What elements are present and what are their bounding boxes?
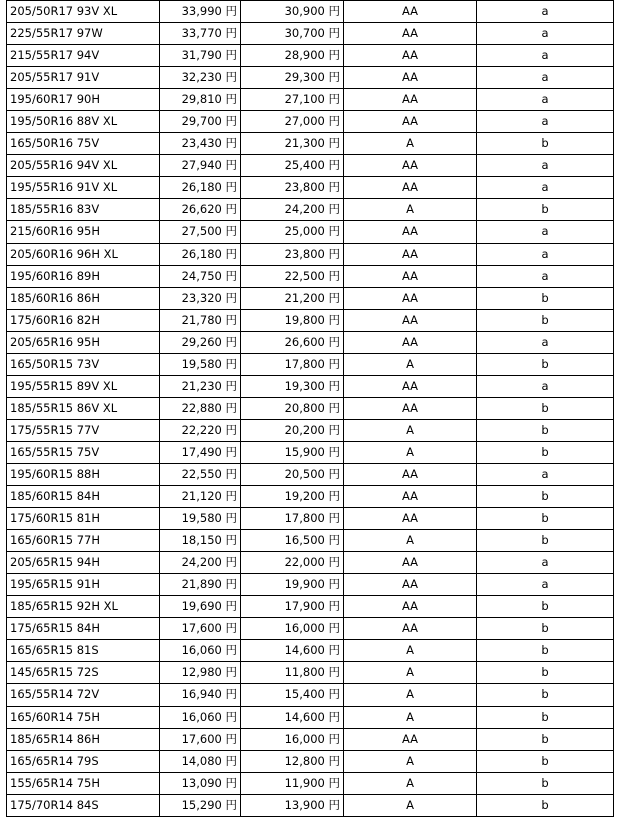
grade-cell: A (344, 133, 477, 155)
grade-cell: a (477, 155, 614, 177)
tire-size-cell: 195/60R17 90H (7, 89, 160, 111)
table-row (7, 530, 614, 552)
grade-cell: AA (344, 243, 477, 265)
tire-size-cell: 165/65R14 79S (7, 750, 160, 772)
price-cell: 21,230 円 (160, 375, 241, 397)
price-cell: 27,940 円 (160, 155, 241, 177)
price-cell: 11,800 円 (241, 662, 344, 684)
price-cell: 14,080 円 (160, 750, 241, 772)
price-cell: 17,600 円 (160, 728, 241, 750)
grade-cell: b (477, 618, 614, 640)
price-cell: 27,500 円 (160, 221, 241, 243)
price-cell: 31,790 円 (160, 45, 241, 67)
grade-cell: AA (344, 375, 477, 397)
grade-cell: b (477, 596, 614, 618)
price-cell: 11,900 円 (241, 772, 344, 794)
grade-cell: a (477, 463, 614, 485)
price-cell: 17,490 円 (160, 441, 241, 463)
grade-cell: AA (344, 111, 477, 133)
price-cell: 16,000 円 (241, 728, 344, 750)
tire-size-cell: 205/65R15 94H (7, 552, 160, 574)
grade-cell: b (477, 640, 614, 662)
table-row (7, 221, 614, 243)
grade-cell: a (477, 89, 614, 111)
grade-cell: b (477, 530, 614, 552)
table-row (7, 265, 614, 287)
price-cell: 21,200 円 (241, 287, 344, 309)
table-row (7, 111, 614, 133)
price-cell: 21,890 円 (160, 574, 241, 596)
price-cell: 21,300 円 (241, 133, 344, 155)
price-cell: 20,800 円 (241, 397, 344, 419)
price-cell: 22,220 円 (160, 419, 241, 441)
grade-cell: AA (344, 728, 477, 750)
price-cell: 15,290 円 (160, 794, 241, 816)
grade-cell: b (477, 441, 614, 463)
grade-cell: a (477, 552, 614, 574)
grade-cell: A (344, 441, 477, 463)
table-row (7, 287, 614, 309)
tire-size-cell: 195/55R16 91V XL (7, 177, 160, 199)
table-row (7, 441, 614, 463)
price-cell: 12,800 円 (241, 750, 344, 772)
tire-size-cell: 185/55R15 86V XL (7, 397, 160, 419)
price-cell: 19,580 円 (160, 353, 241, 375)
tire-size-cell: 205/60R16 96H XL (7, 243, 160, 265)
price-cell: 17,800 円 (241, 508, 344, 530)
table-row (7, 662, 614, 684)
tire-size-cell: 175/60R16 82H (7, 309, 160, 331)
grade-cell: b (477, 508, 614, 530)
table-row (7, 552, 614, 574)
tire-size-cell: 205/55R17 91V (7, 67, 160, 89)
grade-cell: AA (344, 89, 477, 111)
tire-size-cell: 215/60R16 95H (7, 221, 160, 243)
tire-size-cell: 155/65R14 75H (7, 772, 160, 794)
grade-cell: AA (344, 287, 477, 309)
grade-cell: AA (344, 596, 477, 618)
grade-cell: b (477, 794, 614, 816)
price-cell: 29,810 円 (160, 89, 241, 111)
grade-cell: AA (344, 508, 477, 530)
table-row (7, 684, 614, 706)
price-cell: 25,400 円 (241, 155, 344, 177)
grade-cell: a (477, 23, 614, 45)
tire-size-cell: 165/50R16 75V (7, 133, 160, 155)
price-cell: 27,100 円 (241, 89, 344, 111)
table-row (7, 640, 614, 662)
price-cell: 16,000 円 (241, 618, 344, 640)
tire-size-cell: 185/55R16 83V (7, 199, 160, 221)
price-cell: 19,300 円 (241, 375, 344, 397)
grade-cell: b (477, 353, 614, 375)
table-row (7, 1, 614, 23)
table-row (7, 706, 614, 728)
tire-size-cell: 205/50R17 93V XL (7, 1, 160, 23)
table-row (7, 155, 614, 177)
price-cell: 19,200 円 (241, 486, 344, 508)
price-cell: 22,000 円 (241, 552, 344, 574)
table-row (7, 463, 614, 485)
grade-cell: a (477, 331, 614, 353)
grade-cell: AA (344, 45, 477, 67)
tire-size-cell: 165/55R14 72V (7, 684, 160, 706)
grade-cell: b (477, 309, 614, 331)
price-cell: 26,600 円 (241, 331, 344, 353)
grade-cell: a (477, 265, 614, 287)
price-cell: 19,580 円 (160, 508, 241, 530)
table-row (7, 199, 614, 221)
table-row (7, 486, 614, 508)
price-cell: 33,770 円 (160, 23, 241, 45)
tire-size-cell: 165/60R14 75H (7, 706, 160, 728)
tire-size-cell: 205/65R16 95H (7, 331, 160, 353)
grade-cell: a (477, 1, 614, 23)
grade-cell: b (477, 684, 614, 706)
grade-cell: a (477, 221, 614, 243)
grade-cell: A (344, 419, 477, 441)
tire-size-cell: 175/55R15 77V (7, 419, 160, 441)
table-row (7, 309, 614, 331)
grade-cell: A (344, 750, 477, 772)
grade-cell: AA (344, 67, 477, 89)
price-cell: 25,000 円 (241, 221, 344, 243)
tire-size-cell: 195/50R16 88V XL (7, 111, 160, 133)
tire-size-cell: 185/60R15 84H (7, 486, 160, 508)
table-row (7, 728, 614, 750)
table-row (7, 45, 614, 67)
grade-cell: a (477, 375, 614, 397)
table-row (7, 618, 614, 640)
tire-size-cell: 185/65R14 86H (7, 728, 160, 750)
grade-cell: A (344, 199, 477, 221)
price-cell: 30,700 円 (241, 23, 344, 45)
price-cell: 22,880 円 (160, 397, 241, 419)
price-cell: 21,780 円 (160, 309, 241, 331)
grade-cell: A (344, 794, 477, 816)
price-cell: 33,990 円 (160, 1, 241, 23)
grade-cell: b (477, 750, 614, 772)
table-row (7, 177, 614, 199)
price-cell: 26,180 円 (160, 243, 241, 265)
price-cell: 22,500 円 (241, 265, 344, 287)
price-cell: 20,200 円 (241, 419, 344, 441)
price-cell: 24,750 円 (160, 265, 241, 287)
tire-size-cell: 195/60R16 89H (7, 265, 160, 287)
grade-cell: b (477, 728, 614, 750)
price-cell: 23,430 円 (160, 133, 241, 155)
grade-cell: b (477, 772, 614, 794)
grade-cell: AA (344, 574, 477, 596)
tire-price-table (6, 0, 614, 817)
price-cell: 16,060 円 (160, 640, 241, 662)
price-cell: 28,900 円 (241, 45, 344, 67)
grade-cell: b (477, 662, 614, 684)
price-cell: 26,620 円 (160, 199, 241, 221)
price-cell: 17,600 円 (160, 618, 241, 640)
price-cell: 23,800 円 (241, 243, 344, 265)
price-cell: 16,060 円 (160, 706, 241, 728)
table-row (7, 794, 614, 816)
grade-cell: AA (344, 309, 477, 331)
price-cell: 15,400 円 (241, 684, 344, 706)
price-cell: 16,500 円 (241, 530, 344, 552)
grade-cell: AA (344, 221, 477, 243)
grade-cell: A (344, 530, 477, 552)
price-cell: 22,550 円 (160, 463, 241, 485)
grade-cell: b (477, 419, 614, 441)
price-cell: 14,600 円 (241, 706, 344, 728)
table-row (7, 23, 614, 45)
table-row (7, 89, 614, 111)
price-cell: 17,900 円 (241, 596, 344, 618)
price-cell: 29,700 円 (160, 111, 241, 133)
grade-cell: A (344, 772, 477, 794)
grade-cell: AA (344, 23, 477, 45)
grade-cell: a (477, 243, 614, 265)
grade-cell: b (477, 133, 614, 155)
grade-cell: a (477, 177, 614, 199)
table-row (7, 375, 614, 397)
table-row (7, 133, 614, 155)
grade-cell: A (344, 353, 477, 375)
price-cell: 30,900 円 (241, 1, 344, 23)
table-row (7, 353, 614, 375)
grade-cell: AA (344, 1, 477, 23)
tire-size-cell: 195/55R15 89V XL (7, 375, 160, 397)
grade-cell: a (477, 111, 614, 133)
grade-cell: AA (344, 397, 477, 419)
price-cell: 15,900 円 (241, 441, 344, 463)
grade-cell: AA (344, 552, 477, 574)
tire-size-cell: 175/65R15 84H (7, 618, 160, 640)
price-cell: 23,800 円 (241, 177, 344, 199)
grade-cell: b (477, 199, 614, 221)
price-cell: 19,690 円 (160, 596, 241, 618)
table-row (7, 419, 614, 441)
table-row (7, 574, 614, 596)
grade-cell: a (477, 574, 614, 596)
price-cell: 19,900 円 (241, 574, 344, 596)
grade-cell: AA (344, 265, 477, 287)
grade-cell: a (477, 67, 614, 89)
price-cell: 26,180 円 (160, 177, 241, 199)
grade-cell: A (344, 684, 477, 706)
price-cell: 24,200 円 (241, 199, 344, 221)
grade-cell: AA (344, 618, 477, 640)
grade-cell: A (344, 640, 477, 662)
grade-cell: a (477, 45, 614, 67)
table-row (7, 243, 614, 265)
grade-cell: AA (344, 331, 477, 353)
grade-cell: A (344, 706, 477, 728)
price-cell: 21,120 円 (160, 486, 241, 508)
table-body (7, 1, 614, 817)
table-row (7, 331, 614, 353)
table-row (7, 596, 614, 618)
table-row (7, 508, 614, 530)
tire-size-cell: 195/60R15 88H (7, 463, 160, 485)
grade-cell: b (477, 706, 614, 728)
tire-size-cell: 195/65R15 91H (7, 574, 160, 596)
price-cell: 27,000 円 (241, 111, 344, 133)
price-cell: 23,320 円 (160, 287, 241, 309)
table-row (7, 750, 614, 772)
table-row (7, 67, 614, 89)
tire-size-cell: 185/60R16 86H (7, 287, 160, 309)
grade-cell: A (344, 662, 477, 684)
price-cell: 13,090 円 (160, 772, 241, 794)
tire-size-cell: 215/55R17 94V (7, 45, 160, 67)
tire-size-cell: 165/65R15 81S (7, 640, 160, 662)
price-cell: 19,800 円 (241, 309, 344, 331)
price-cell: 20,500 円 (241, 463, 344, 485)
grade-cell: AA (344, 177, 477, 199)
grade-cell: AA (344, 486, 477, 508)
price-cell: 29,300 円 (241, 67, 344, 89)
price-cell: 16,940 円 (160, 684, 241, 706)
grade-cell: AA (344, 155, 477, 177)
grade-cell: b (477, 486, 614, 508)
price-cell: 12,980 円 (160, 662, 241, 684)
price-cell: 32,230 円 (160, 67, 241, 89)
price-cell: 24,200 円 (160, 552, 241, 574)
tire-size-cell: 165/50R15 73V (7, 353, 160, 375)
tire-size-cell: 165/60R15 77H (7, 530, 160, 552)
grade-cell: AA (344, 463, 477, 485)
price-cell: 17,800 円 (241, 353, 344, 375)
tire-size-cell: 175/70R14 84S (7, 794, 160, 816)
price-cell: 13,900 円 (241, 794, 344, 816)
tire-size-cell: 175/60R15 81H (7, 508, 160, 530)
tire-size-cell: 145/65R15 72S (7, 662, 160, 684)
tire-size-cell: 225/55R17 97W (7, 23, 160, 45)
price-cell: 18,150 円 (160, 530, 241, 552)
tire-size-cell: 185/65R15 92H XL (7, 596, 160, 618)
tire-size-cell: 205/55R16 94V XL (7, 155, 160, 177)
tire-size-cell: 165/55R15 75V (7, 441, 160, 463)
table-row (7, 397, 614, 419)
price-cell: 29,260 円 (160, 331, 241, 353)
grade-cell: b (477, 287, 614, 309)
price-cell: 14,600 円 (241, 640, 344, 662)
table-row (7, 772, 614, 794)
grade-cell: b (477, 397, 614, 419)
